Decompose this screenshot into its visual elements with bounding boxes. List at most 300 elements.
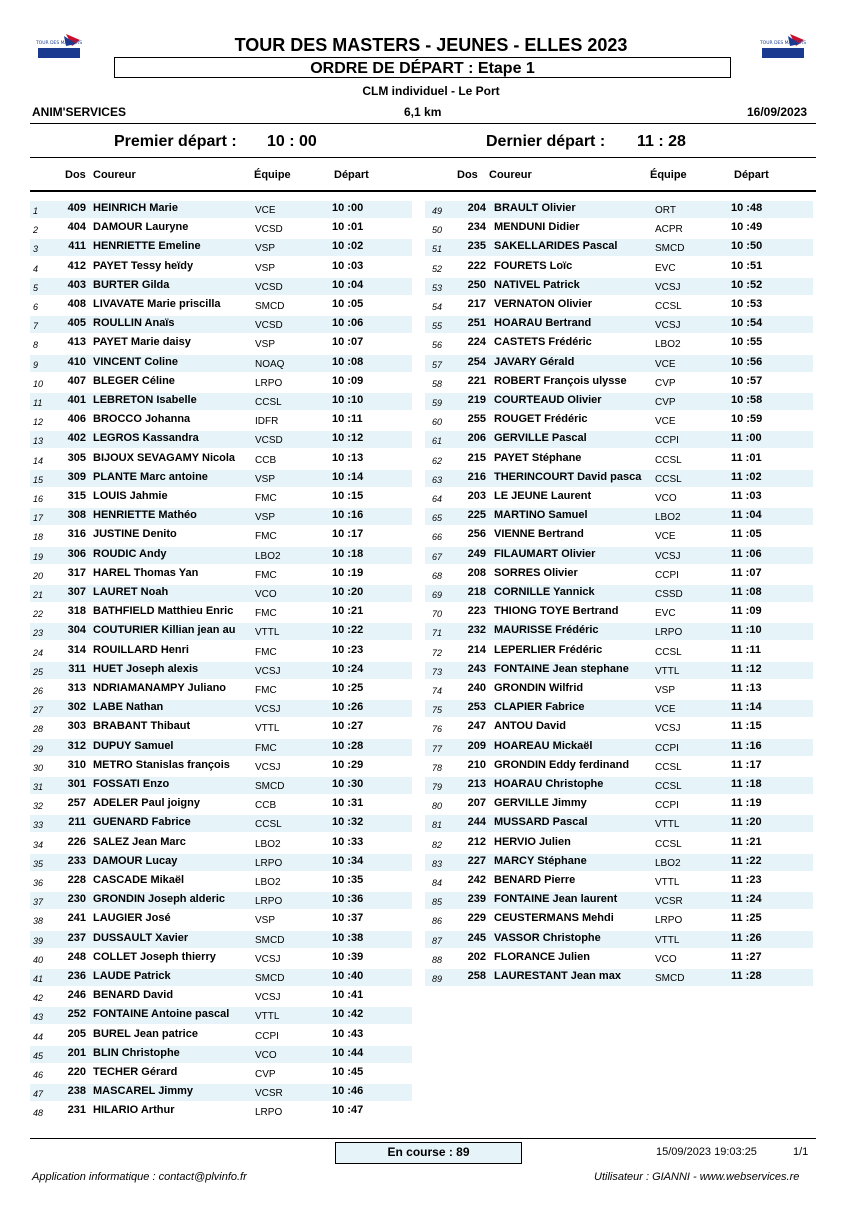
rider-start-time: 10 :01 (332, 221, 364, 234)
row-rank: 55 (432, 321, 443, 332)
table-row (0, 968, 862, 987)
rider-dos: 314 (67, 643, 86, 656)
rider-start-time: 10 :43 (332, 1027, 364, 1040)
rider-start-time: 11 :17 (731, 758, 762, 771)
rider-name: CEUSTERMANS Mehdi (494, 912, 614, 925)
rider-name: VASSOR Christophe (494, 931, 601, 944)
table-row (0, 392, 862, 411)
row-rank: 82 (432, 839, 443, 850)
table-row (0, 1026, 862, 1045)
rider-start-time: 10 :59 (731, 413, 763, 426)
rider-name: HOAREAU Mickaël (494, 739, 593, 752)
rider-team: VCSJ (255, 761, 281, 773)
row-rank: 66 (432, 532, 443, 543)
rider-team: VTTL (255, 1011, 280, 1023)
rider-name: HENRIETTE Emeline (93, 240, 201, 253)
rider-name: DUPUY Samuel (93, 739, 174, 752)
rider-name: MUSSARD Pascal (494, 816, 588, 829)
rider-team: CVP (655, 377, 676, 389)
rider-start-time: 10 :47 (332, 1104, 364, 1117)
rider-start-time: 10 :44 (332, 1046, 364, 1059)
table-row (0, 200, 862, 219)
rider-team: LBO2 (655, 512, 681, 524)
rider-dos: 316 (67, 528, 86, 541)
row-rank: 5 (33, 282, 39, 293)
table-row (0, 814, 862, 833)
row-rank: 43 (33, 1012, 44, 1023)
rider-dos: 220 (67, 1066, 86, 1078)
row-rank: 14 (33, 455, 44, 466)
rider-start-time: 10 :41 (332, 989, 364, 1002)
rider-name: BENARD David (93, 989, 174, 1002)
table-row (0, 930, 862, 949)
row-rank: 22 (33, 609, 44, 620)
row-rank: 77 (432, 743, 443, 754)
divider (30, 123, 816, 124)
rider-team: VCSJ (655, 281, 681, 293)
rider-dos: 318 (67, 605, 86, 618)
rider-team: CCSL (655, 454, 682, 466)
rider-dos: 238 (67, 1085, 86, 1098)
rider-start-time: 10 :15 (332, 490, 364, 502)
rider-name: BLIN Christophe (93, 1046, 180, 1059)
rider-name: HEINRICH Marie (93, 202, 178, 214)
rider-team: VCSR (255, 1088, 283, 1100)
rider-start-time: 11 :08 (731, 586, 762, 598)
rider-dos: 240 (467, 682, 486, 694)
rider-dos: 248 (67, 950, 86, 963)
rider-start-time: 10 :45 (332, 1066, 364, 1078)
rider-team: VSP (255, 243, 276, 255)
rider-dos: 245 (467, 931, 486, 944)
rider-dos: 405 (67, 317, 86, 330)
rider-start-time: 10 :39 (332, 950, 364, 963)
row-rank: 18 (33, 532, 44, 543)
rider-start-time: 10 :09 (332, 374, 364, 387)
table-row (0, 872, 862, 891)
rider-team: CCPI (655, 435, 679, 447)
row-rank: 6 (33, 302, 39, 312)
rider-start-time: 10 :14 (332, 470, 364, 483)
row-rank: 40 (33, 954, 44, 965)
rider-dos: 407 (67, 374, 86, 387)
rider-name: HOARAU Bertrand (494, 317, 592, 330)
rider-dos: 408 (67, 298, 86, 310)
table-row (0, 853, 862, 872)
rider-name: ADELER Paul joigny (93, 797, 200, 810)
rider-start-time: 10 :32 (332, 816, 364, 829)
rider-team: LRPO (255, 1107, 283, 1119)
rider-dos: 228 (67, 874, 86, 886)
table-row (0, 546, 862, 565)
rider-name: ANTOU David (494, 720, 566, 733)
rider-start-time: 11 :16 (731, 739, 762, 752)
rider-team: FMC (255, 569, 277, 581)
rider-dos: 403 (67, 278, 86, 291)
rider-start-time: 10 :25 (332, 682, 364, 694)
rider-dos: 307 (67, 586, 86, 598)
rider-dos: 252 (67, 1008, 86, 1021)
rider-team: LBO2 (255, 838, 281, 850)
rider-name: CLAPIER Fabrice (494, 701, 585, 714)
rider-name: PAYET Tessy heïdy (93, 259, 194, 272)
rider-start-time: 11 :13 (731, 682, 762, 694)
rider-start-time: 10 :20 (332, 586, 364, 598)
rider-dos: 209 (467, 739, 486, 752)
row-rank: 88 (432, 954, 443, 965)
table-row (0, 411, 862, 430)
rider-dos: 219 (467, 394, 486, 406)
row-rank: 3 (33, 244, 39, 255)
rider-start-time: 11 :18 (731, 778, 762, 790)
rider-start-time: 11 :21 (731, 835, 762, 848)
rider-start-time: 10 :53 (731, 298, 763, 310)
rider-dos: 311 (68, 662, 86, 675)
row-rank: 71 (432, 628, 443, 639)
row-rank: 51 (432, 244, 443, 255)
row-rank: 62 (432, 455, 443, 466)
rider-team: LBO2 (655, 339, 681, 351)
rider-name: BATHFIELD Matthieu Enric (93, 605, 234, 618)
rider-name: DAMOUR Lauryne (93, 221, 189, 234)
rider-name: BROCCO Johanna (93, 413, 191, 426)
row-rank: 79 (432, 782, 443, 792)
row-rank: 75 (432, 705, 443, 716)
rider-team: VCSJ (255, 704, 281, 716)
row-rank: 70 (432, 609, 443, 620)
divider (30, 1138, 816, 1139)
rider-team: VCSJ (255, 953, 281, 965)
rider-name: BENARD Pierre (494, 874, 576, 886)
rider-dos: 210 (467, 758, 486, 771)
event-date: 16/09/2023 (747, 105, 808, 119)
rider-team: VCE (655, 416, 676, 428)
rider-dos: 257 (67, 797, 86, 810)
rider-name: MARTINO Samuel (494, 509, 588, 522)
row-rank: 11 (33, 398, 43, 408)
rider-dos: 227 (467, 854, 486, 867)
table-row (0, 334, 862, 353)
rider-name: CASTETS Frédéric (494, 336, 592, 349)
rider-name: HENRIETTE Mathéo (93, 509, 197, 522)
row-rank: 72 (432, 647, 443, 658)
rider-team: CCSL (655, 781, 682, 792)
rider-team: FMC (255, 742, 277, 754)
rider-dos: 304 (67, 624, 86, 637)
rider-dos: 401 (67, 394, 86, 406)
rider-team: CCPI (655, 800, 679, 812)
rider-start-time: 10 :30 (332, 778, 364, 790)
row-rank: 53 (432, 282, 443, 293)
rider-name: CORNILLE Yannick (494, 586, 595, 598)
rider-start-time: 11 :07 (731, 566, 762, 579)
rider-name: BRABANT Thibaut (93, 720, 191, 733)
rider-team: LRPO (255, 857, 283, 869)
col-start: Départ (734, 169, 769, 181)
rider-name: VINCENT Coline (93, 355, 178, 368)
first-start-time: 10 : 00 (267, 133, 317, 150)
rider-name: LEGROS Kassandra (93, 432, 199, 445)
rider-start-time: 10 :23 (332, 643, 364, 656)
rider-start-time: 10 :05 (332, 298, 364, 310)
rider-start-time: 11 :19 (731, 797, 762, 810)
rider-team: VCO (655, 493, 677, 504)
page-title: TOUR DES MASTERS - JEUNES - ELLES 2023 (234, 35, 628, 55)
rider-name: HOARAU Christophe (494, 778, 604, 790)
rider-name: GRONDIN Eddy ferdinand (494, 758, 630, 771)
app-credit: Application informatique : contact@plvinfo.fr (32, 1171, 247, 1183)
row-rank: 38 (33, 916, 44, 927)
table-row (0, 373, 862, 392)
rider-name: FILAUMART Olivier (494, 547, 596, 560)
rider-name: FONTAINE Jean stephane (494, 662, 629, 675)
rider-team: VCO (255, 589, 277, 600)
rider-dos: 211 (68, 816, 86, 829)
rider-team: VTTL (655, 665, 680, 677)
row-rank: 13 (33, 436, 44, 447)
rider-start-time: 11 :06 (731, 547, 762, 560)
rider-name: TECHER Gérard (93, 1066, 178, 1078)
rider-team: ACPR (655, 224, 683, 236)
rider-name: FOSSATI Enzo (93, 778, 170, 790)
rider-team: SMCD (255, 781, 285, 792)
en-course-count: En course : 89 (335, 1142, 522, 1164)
row-rank: 64 (432, 494, 443, 504)
rider-team: CCSL (255, 819, 282, 831)
rider-name: FONTAINE Antoine pascal (93, 1008, 230, 1021)
rider-team: VCSD (255, 281, 283, 293)
row-rank: 26 (33, 686, 44, 696)
rider-dos: 239 (467, 893, 486, 906)
rider-dos: 247 (467, 720, 486, 733)
rider-start-time: 10 :46 (332, 1085, 364, 1098)
rider-start-time: 10 :58 (731, 394, 763, 406)
rider-name: LOUIS Jahmie (93, 490, 168, 502)
rider-dos: 221 (467, 374, 486, 387)
table-row (0, 680, 862, 699)
rider-team: VCSJ (655, 550, 681, 562)
rider-dos: 225 (467, 509, 486, 522)
row-rank: 49 (432, 206, 443, 216)
rider-start-time: 10 :07 (332, 336, 364, 349)
rider-start-time: 10 :57 (731, 374, 763, 387)
rider-start-time: 10 :13 (332, 451, 364, 464)
rider-name: FOURETS Loïc (494, 259, 573, 272)
rider-start-time: 10 :33 (332, 835, 364, 848)
row-rank: 54 (432, 302, 443, 312)
row-rank: 17 (33, 513, 44, 524)
table-row (0, 507, 862, 526)
rider-dos: 412 (67, 259, 86, 272)
row-rank: 29 (33, 743, 44, 754)
print-timestamp: 15/09/2023 19:03:25 (656, 1146, 757, 1158)
table-row (0, 738, 862, 757)
rider-dos: 241 (67, 912, 86, 925)
table-row (0, 949, 862, 968)
rider-start-time: 10 :11 (332, 413, 363, 426)
rider-start-time: 11 :14 (731, 701, 762, 714)
rider-name: COURTEAUD Olivier (494, 394, 602, 406)
page-subtitle: ORDRE DE DÉPART : Etape 1 (114, 57, 731, 78)
rider-start-time: 10 :21 (332, 605, 364, 618)
row-rank: 46 (33, 1070, 44, 1080)
table-row (0, 910, 862, 929)
rider-team: LRPO (655, 915, 683, 927)
rider-name: GRONDIN Wilfrid (494, 682, 584, 694)
rider-dos: 232 (467, 624, 486, 637)
rider-dos: 258 (467, 970, 486, 982)
table-row (0, 219, 862, 238)
rider-start-time: 10 :37 (332, 912, 364, 925)
rider-name: PAYET Marie daisy (93, 336, 191, 349)
rider-name: MASCAREL Jimmy (93, 1085, 194, 1098)
rider-start-time: 10 :34 (332, 854, 364, 867)
table-row (0, 430, 862, 449)
rider-dos: 303 (67, 720, 86, 733)
rider-name: GERVILLE Pascal (494, 432, 587, 445)
row-rank: 16 (33, 494, 44, 504)
row-rank: 37 (33, 897, 44, 908)
rider-dos: 305 (67, 451, 86, 464)
rider-start-time: 10 :10 (332, 394, 364, 406)
row-rank: 81 (432, 820, 443, 831)
rider-name: ROUILLARD Henri (93, 643, 189, 656)
row-rank: 20 (33, 570, 44, 581)
table-row (0, 699, 862, 718)
rider-team: SMCD (255, 934, 285, 946)
rider-team: CCPI (655, 569, 679, 581)
last-start-label: Dernier départ : (486, 133, 606, 150)
rider-team: SMCD (255, 973, 285, 984)
row-rank: 78 (432, 762, 443, 773)
rider-name: ROUGET Frédéric (494, 413, 588, 426)
rider-dos: 236 (67, 970, 86, 982)
table-row (0, 1083, 862, 1102)
rider-name: BUREL Jean patrice (93, 1027, 198, 1040)
rider-start-time: 10 :16 (332, 509, 364, 522)
table-row (0, 277, 862, 296)
col-team: Équipe (650, 169, 687, 181)
rider-start-time: 10 :17 (332, 528, 364, 541)
row-rank: 85 (432, 897, 443, 908)
rider-name: HILARIO Arthur (93, 1104, 175, 1117)
rider-name: DAMOUR Lucay (93, 854, 178, 867)
rider-start-time: 10 :18 (332, 547, 364, 560)
rider-start-time: 10 :04 (332, 278, 364, 291)
rider-dos: 235 (467, 240, 486, 253)
rider-dos: 315 (67, 490, 86, 502)
rider-dos: 404 (67, 221, 86, 234)
rider-dos: 230 (67, 893, 86, 906)
rider-name: ROULLIN Anaïs (93, 317, 175, 330)
rider-dos: 201 (67, 1046, 86, 1059)
rider-dos: 256 (467, 528, 486, 541)
row-rank: 2 (33, 225, 39, 236)
rider-start-time: 10 :56 (731, 355, 763, 368)
rider-name: JUSTINE Denito (93, 528, 177, 541)
row-rank: 69 (432, 590, 443, 600)
rider-dos: 406 (67, 413, 86, 426)
rider-team: CCB (255, 800, 277, 812)
last-start-time: 11 : 28 (637, 133, 686, 150)
rider-team: VCE (655, 531, 676, 543)
divider (30, 157, 816, 158)
rider-start-time: 10 :27 (332, 720, 364, 733)
rider-name: GUENARD Fabrice (93, 816, 191, 829)
col-team: Équipe (254, 169, 291, 181)
rider-start-time: 10 :02 (332, 240, 364, 253)
table-row (0, 603, 862, 622)
table-row (0, 987, 862, 1006)
rider-name: ROUDIC Andy (93, 547, 167, 560)
rider-team: CCSL (655, 473, 682, 485)
rider-team: NOAQ (255, 358, 285, 370)
rider-name: THIONG TOYE Bertrand (494, 605, 619, 618)
row-rank: 30 (33, 762, 44, 773)
table-row (0, 488, 862, 507)
page-number: 1/1 (793, 1146, 809, 1158)
table-row (0, 354, 862, 373)
rider-start-time: 11 :00 (731, 432, 762, 445)
rider-dos: 213 (467, 778, 486, 790)
rider-name: CASCADE Mikaël (93, 874, 185, 886)
rider-name: LAURESTANT Jean max (494, 970, 621, 982)
rider-team: SMCD (655, 973, 685, 984)
rider-team: LBO2 (255, 550, 281, 562)
rider-dos: 223 (467, 605, 486, 618)
rider-team: ORT (655, 205, 676, 216)
rider-team: SMCD (655, 243, 685, 255)
row-rank: 74 (432, 686, 443, 696)
row-rank: 56 (432, 340, 443, 351)
logo-text: TOUR DES MASTERS (760, 41, 806, 46)
rider-name: SALEZ Jean Marc (93, 835, 186, 848)
rider-dos: 306 (67, 547, 86, 560)
table-row (0, 891, 862, 910)
rider-dos: 301 (67, 778, 86, 790)
table-row (0, 315, 862, 334)
rider-start-time: 10 :19 (332, 566, 364, 579)
rider-name: LAURET Noah (93, 586, 169, 598)
rider-start-time: 11 :26 (731, 931, 762, 944)
rider-team: LRPO (655, 627, 683, 639)
table-row (0, 776, 862, 795)
rider-team: LRPO (255, 896, 283, 908)
rider-dos: 255 (467, 413, 486, 426)
rider-team: VSP (255, 473, 276, 485)
rider-start-time: 10 :22 (332, 624, 364, 637)
rider-start-time: 11 :09 (731, 605, 762, 618)
table-row (0, 526, 862, 545)
table-row (0, 258, 862, 277)
rider-name: DUSSAULT Xavier (93, 931, 189, 944)
rider-team: VCO (655, 953, 677, 965)
rider-start-time: 11 :28 (731, 970, 762, 982)
rider-team: LBO2 (255, 877, 281, 888)
row-rank: 45 (33, 1050, 44, 1061)
rider-start-time: 11 :20 (731, 816, 762, 829)
rider-name: SORRES Olivier (494, 566, 578, 579)
rider-start-time: 11 :04 (731, 509, 762, 522)
rider-start-time: 10 :55 (731, 336, 763, 349)
rider-team: VTTL (655, 934, 680, 946)
rider-name: NATIVEL Patrick (494, 278, 580, 291)
rider-dos: 204 (467, 202, 486, 214)
rider-team: VCE (655, 704, 676, 716)
rider-name: LIVAVATE Marie priscilla (93, 298, 221, 310)
rider-dos: 413 (67, 336, 86, 349)
rider-start-time: 11 :12 (731, 662, 762, 675)
